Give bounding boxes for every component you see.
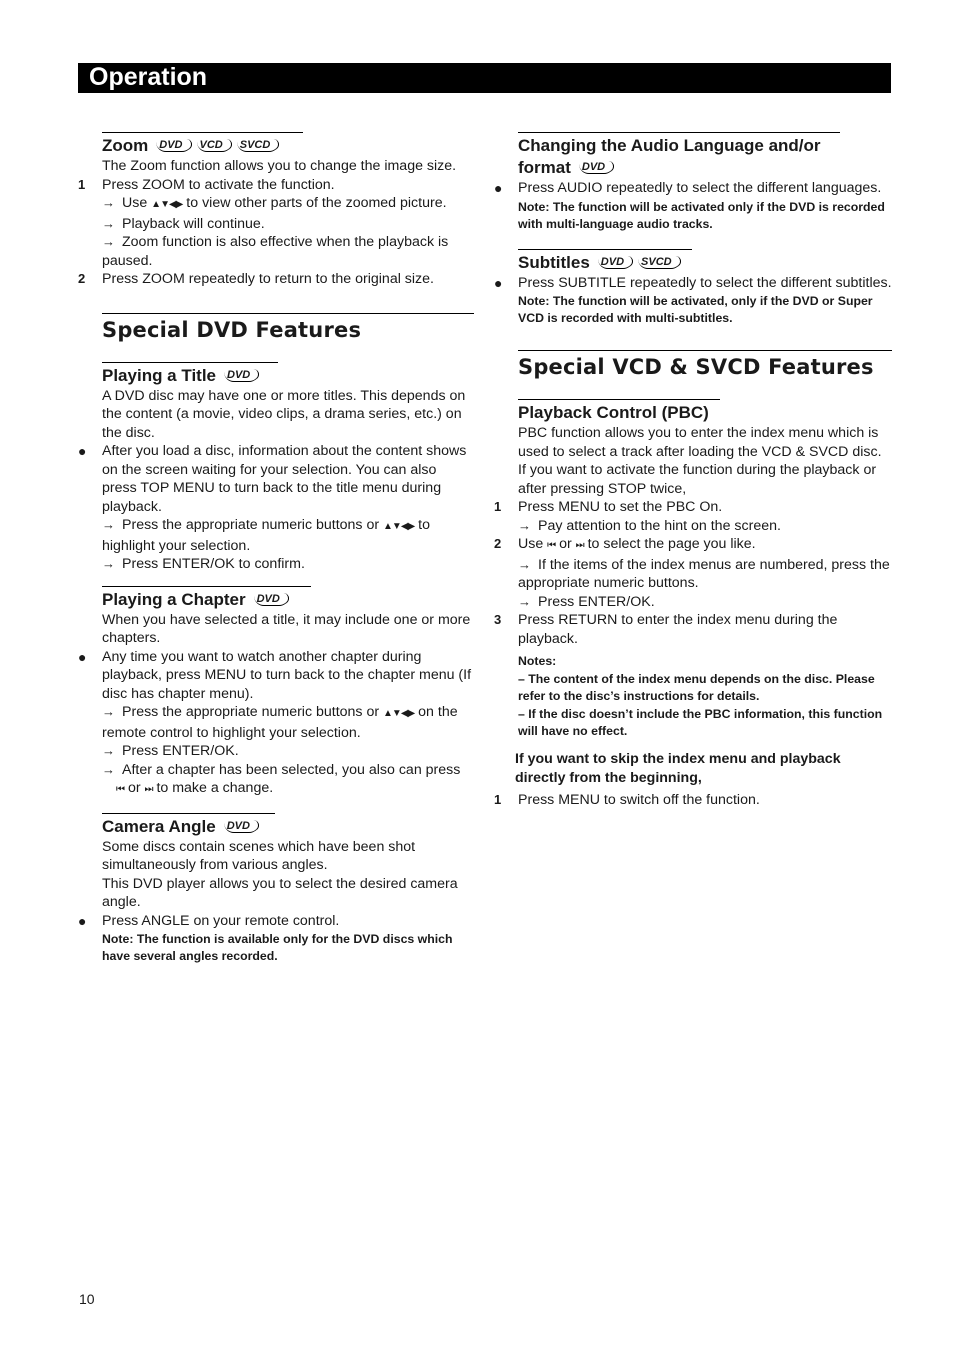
arrow-icon: → bbox=[518, 593, 531, 609]
pbc-step-2-arrow-2: → Press ENTER/OK. bbox=[518, 593, 655, 610]
pbc-step-2-arrow-1: → If the items of the index menus are numbered, press the appropriate numeric buttons. bbox=[518, 556, 890, 591]
subtitles-section bbox=[494, 249, 892, 328]
subtitles-bullet-1: ● Press SUBTITLE repeatedly to select the different subtitles. bbox=[494, 274, 892, 291]
pbc-skip-step-1: 1 Press MENU to switch off the function. bbox=[494, 792, 760, 808]
arrow-icon: → bbox=[102, 761, 115, 777]
playing-title-arrow-2: → Press ENTER/OK to confirm. bbox=[102, 556, 305, 572]
camera-angle-p1: Some discs contain scenes which have been shot simultaneously from various angles. bbox=[102, 838, 416, 873]
dvd-badge-icon: DVD bbox=[224, 820, 259, 833]
zoom-intro: The Zoom function allows you to change the image size. bbox=[102, 158, 457, 174]
zoom-heading: Zoom DVD VCD SVCD bbox=[102, 132, 303, 157]
dvd-badge-icon: DVD bbox=[579, 161, 614, 174]
dvd-badge-icon: DVD bbox=[156, 139, 191, 152]
arrow-icon: → bbox=[518, 517, 531, 533]
zoom-step-1: 1 Press ZOOM to activate the function. bbox=[78, 176, 335, 193]
zoom-step-1-arrow-1: → Use ▲▼◀▶ to view other parts of the zoomed picture. bbox=[102, 194, 474, 215]
arrow-icon: → bbox=[102, 234, 115, 249]
playing-chapter-heading: Playing a Chapter DVD bbox=[102, 586, 311, 611]
pbc-step-2: 2 Use ⏮ or ⏭ to select the page you like. bbox=[518, 535, 892, 556]
playing-chapter-arrow-2: → Press ENTER/OK. bbox=[102, 743, 239, 759]
arrow-icon: → bbox=[102, 743, 115, 758]
left-column bbox=[78, 132, 474, 965]
bullet-icon: ● bbox=[494, 180, 503, 196]
playing-title-arrow-1: → Press the appropriate numeric buttons or ▲▼◀▶ to highlight your selection. bbox=[102, 517, 430, 554]
bullet-icon: ● bbox=[78, 648, 87, 665]
camera-angle-note: Note: The function is available only for the DVD discs which have several angles recorded. bbox=[102, 932, 453, 963]
pbc-note-1: – The content of the index menu depends on the disc. Please refer to the disc’s instructions for details. bbox=[518, 672, 875, 703]
pbc-step-3: 3 Press RETURN to enter the index menu during the playback. bbox=[494, 612, 838, 647]
subtitles-heading: Subtitles DVD SVCD bbox=[518, 249, 692, 274]
bullet-icon: ● bbox=[78, 912, 87, 929]
playing-title-heading: Playing a Title DVD bbox=[102, 362, 278, 387]
special-dvd-heading: Special DVD Features bbox=[102, 313, 474, 344]
right-column bbox=[494, 132, 892, 810]
camera-angle-bullet-1: ● Press ANGLE on your remote control. bbox=[78, 912, 340, 929]
arrow-icon: → bbox=[518, 556, 531, 572]
playing-title-section bbox=[78, 362, 474, 574]
subtitles-note: Note: The function will be activated, only if the DVD or Super VCD is recorded with multi-subtitles. bbox=[518, 294, 873, 325]
playing-chapter-section bbox=[78, 586, 474, 800]
pbc-intro: PBC function allows you to enter the index menu which is used to select a track after loading the VCD & SVCD disc. If you want to activate the function during the playback or after pressing STOP twice, bbox=[518, 425, 882, 497]
playing-chapter-arrow-3: → After a chapter has been selected, you also can press ⏮ or ⏭ to make a change. bbox=[102, 761, 474, 800]
bullet-icon: ● bbox=[78, 443, 87, 459]
next-track-icon: ⏭ bbox=[575, 540, 584, 551]
camera-angle-p2: This DVD player allows you to select the desired camera angle. bbox=[102, 875, 458, 910]
playing-chapter-bullet-1: ● Any time you want to watch another chapter during playback, press MENU to turn back to the chapter menu (If disc has chapter menu). bbox=[78, 648, 472, 702]
arrow-icon: → bbox=[102, 195, 115, 210]
audio-heading: Changing the Audio Language and/or format DVD bbox=[518, 132, 840, 179]
special-vcd-section bbox=[518, 350, 892, 381]
direction-arrows-icon: ▲▼◀▶ bbox=[151, 199, 183, 210]
playing-title-intro: A DVD disc may have one or more titles. This depends on the content (a movie, video clips, a drama series, etc.) on the disc. bbox=[102, 387, 466, 441]
special-dvd-section bbox=[102, 313, 474, 344]
page-title: Operation bbox=[89, 63, 208, 91]
special-vcd-heading: Special VCD & SVCD Features bbox=[518, 350, 892, 381]
arrow-icon: → bbox=[102, 704, 115, 719]
dvd-badge-icon: DVD bbox=[598, 256, 633, 269]
pbc-heading: Playback Control (PBC) bbox=[518, 399, 720, 424]
arrow-icon: → bbox=[102, 556, 115, 571]
arrow-icon: → bbox=[102, 215, 115, 231]
pbc-note-2: – If the disc doesn’t include the PBC information, this function will have no effect. bbox=[518, 707, 883, 738]
audio-section bbox=[494, 132, 892, 233]
camera-angle-heading: Camera Angle DVD bbox=[102, 813, 275, 838]
pbc-notes-heading: Notes: bbox=[518, 654, 557, 668]
pbc-step-1: 1 Press MENU to set the PBC On. bbox=[494, 499, 723, 515]
pbc-step-1-arrow-1: → Pay attention to the hint on the screen. bbox=[518, 517, 781, 534]
playing-chapter-arrow-1: → Press the appropriate numeric buttons or ▲▼◀▶ on the remote control to highlight your selection. bbox=[102, 704, 458, 741]
direction-arrows-icon: ▲▼◀▶ bbox=[383, 708, 415, 719]
svcd-badge-icon: SVCD bbox=[237, 139, 280, 152]
audio-bullet-1: ● Press AUDIO repeatedly to select the different languages. bbox=[494, 180, 882, 196]
next-track-icon: ⏭ bbox=[144, 784, 153, 795]
bullet-icon: ● bbox=[494, 274, 503, 291]
pbc-section bbox=[494, 399, 892, 810]
svcd-badge-icon: SVCD bbox=[638, 256, 681, 269]
dvd-badge-icon: DVD bbox=[224, 369, 259, 382]
page-header-bar bbox=[78, 63, 891, 93]
playing-chapter-intro: When you have selected a title, it may include one or more chapters. bbox=[102, 611, 471, 646]
zoom-section bbox=[78, 132, 474, 289]
camera-angle-section bbox=[78, 813, 474, 966]
previous-track-icon: ⏮ bbox=[547, 540, 556, 551]
zoom-step-1-arrow-2: → Playback will continue. bbox=[102, 215, 265, 232]
audio-note: Note: The function will be activated only if the DVD is recorded with multi-language audio tracks. bbox=[518, 199, 885, 231]
page-number: 10 bbox=[79, 1291, 95, 1307]
zoom-step-2: 2 Press ZOOM repeatedly to return to the original size. bbox=[78, 271, 434, 287]
direction-arrows-icon: ▲▼◀▶ bbox=[383, 521, 415, 532]
dvd-badge-icon: DVD bbox=[254, 593, 289, 606]
playing-title-bullet-1: ● After you load a disc, information about the content shows on the screen waiting for your selection. You can also press TOP MENU to turn back to the title menu during playback. bbox=[78, 443, 467, 515]
previous-track-icon: ⏮ bbox=[116, 784, 124, 795]
arrow-icon: → bbox=[102, 517, 115, 532]
vcd-badge-icon: VCD bbox=[197, 139, 232, 152]
pbc-skip-heading: If you want to skip the index menu and playback directly from the beginning, bbox=[515, 751, 841, 786]
zoom-step-1-arrow-3: → Zoom function is also effective when the playback is paused. bbox=[102, 234, 449, 269]
